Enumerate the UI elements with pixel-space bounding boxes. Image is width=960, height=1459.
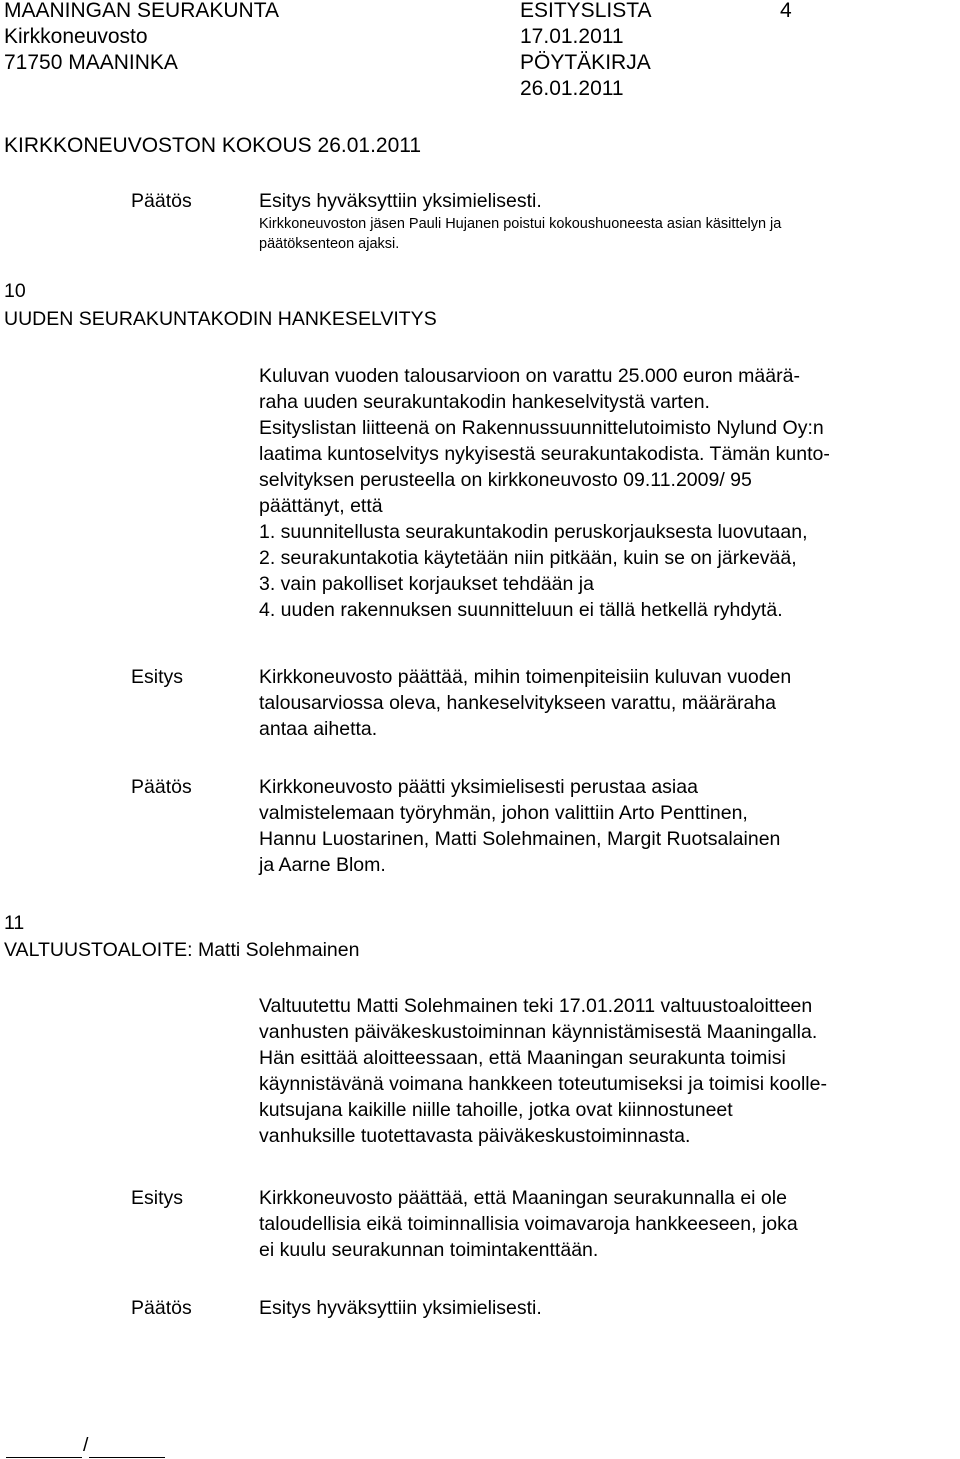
proposal-line: talousarviossa oleva, hankeselvitykseen varattu, määräraha	[259, 692, 777, 714]
header-body: Kirkkoneuvosto	[4, 25, 148, 48]
initials-blank-right	[89, 1437, 165, 1458]
body-line: 3. vain pakolliset korjaukset tehdään ja	[259, 573, 594, 595]
initials-blank-left	[6, 1437, 82, 1458]
note-line: Kirkkoneuvoston jäsen Pauli Hujanen poistui kokoushuoneesta asian käsittelyn ja	[259, 216, 782, 232]
item10-proposal	[259, 664, 959, 742]
item11-number: 11	[4, 912, 25, 934]
proposal-line: antaa aihetta.	[259, 718, 378, 740]
note-line: päätöksenteon ajaksi.	[259, 236, 400, 252]
body-line: selvityksen perusteella on kirkkoneuvosto 09.11.2009/ 95	[259, 469, 752, 491]
proposal-line: ei kuulu seurakunnan toimintakenttään.	[259, 1239, 599, 1261]
decision-line: Hannu Luostarinen, Matti Solehmainen, Margit Ruotsalainen	[259, 828, 781, 850]
body-line: vanhusten päiväkeskustoiminnan käynnistämisestä Maaningalla.	[259, 1021, 818, 1043]
body-line: Esityslistan liitteenä on Rakennussuunnittelutoimisto Nylund Oy:n	[259, 417, 824, 439]
item11-decision-text: Esitys hyväksyttiin yksimielisesti.	[259, 1297, 542, 1319]
decision-line: Kirkkoneuvosto päätti yksimielisesti perustaa asiaa	[259, 776, 698, 798]
body-line: Kuluvan vuoden talousarvioon on varattu 25.000 euron määrä-	[259, 365, 800, 387]
item11-proposal	[259, 1185, 959, 1263]
item10-number: 10	[4, 280, 26, 302]
prev-decision-text: Esitys hyväksyttiin yksimielisesti.	[259, 190, 542, 212]
item11-title: VALTUUSTOALOITE: Matti Solehmainen	[4, 939, 360, 961]
header-doc-type: ESITYSLISTA	[520, 0, 652, 22]
header-address: 71750 MAANINKA	[4, 51, 178, 74]
item10-proposal-label: Esitys	[131, 666, 184, 688]
header-org: MAANINGAN SEURAKUNTA	[4, 0, 279, 22]
meeting-title: KIRKKONEUVOSTON KOKOUS 26.01.2011	[4, 134, 422, 157]
body-line: raha uuden seurakuntakodin hankeselvitystä varten.	[259, 391, 710, 413]
body-line: Valtuutettu Matti Solehmainen teki 17.01.2011 valtuustoaloitteen	[259, 995, 813, 1017]
body-line: 4. uuden rakennuksen suunnitteluun ei tällä hetkellä ryhdytä.	[259, 599, 783, 621]
body-line: päättänyt, että	[259, 495, 383, 517]
body-line: laatima kuntoselvitys nykyisestä seurakuntakodista. Tämän kunto-	[259, 443, 830, 465]
body-line: vanhuksille tuotettavasta päiväkeskustoiminnasta.	[259, 1125, 691, 1147]
initials-separator: /	[83, 1434, 89, 1456]
proposal-line: taloudellisia eikä toiminnallisia voimavaroja hankkeeseen, joka	[259, 1213, 798, 1235]
header-minutes-label: PÖYTÄKIRJA	[520, 51, 651, 74]
body-line: Hän esittää aloitteessaan, että Maaningan seurakunta toimisi	[259, 1047, 786, 1069]
prev-decision-note	[259, 214, 959, 254]
header-minutes-date: 26.01.2011	[520, 77, 624, 100]
item11-body	[259, 993, 959, 1149]
item10-title: UUDEN SEURAKUNTAKODIN HANKESELVITYS	[4, 308, 437, 330]
body-line: käynnistävänä voimana hankkeen toteutumiseksi ja toimisi koolle-	[259, 1073, 827, 1095]
proposal-line: Kirkkoneuvosto päättää, että Maaningan seurakunnalla ei ole	[259, 1187, 787, 1209]
decision-line: ja Aarne Blom.	[259, 854, 386, 876]
item10-decision	[259, 774, 959, 878]
item11-decision-label: Päätös	[131, 1297, 192, 1319]
item10-body	[259, 363, 959, 623]
prev-decision-label: Päätös	[131, 190, 192, 212]
item11-proposal-label: Esitys	[131, 1187, 184, 1209]
proposal-line: Kirkkoneuvosto päättää, mihin toimenpiteisiin kuluvan vuoden	[259, 666, 792, 688]
header-agenda-date: 17.01.2011	[520, 25, 624, 48]
body-line: 1. suunnitellusta seurakuntakodin peruskorjauksesta luovutaan,	[259, 521, 808, 543]
item10-decision-label: Päätös	[131, 776, 192, 798]
body-line: 2. seurakuntakotia käytetään niin pitkään, kuin se on järkevää,	[259, 547, 797, 569]
page-number: 4	[780, 0, 792, 22]
initials-line	[6, 1432, 165, 1458]
decision-line: valmistelemaan työryhmän, johon valittiin Arto Penttinen,	[259, 802, 748, 824]
body-line: kutsujana kaikille niille tahoille, jotka ovat kiinnostuneet	[259, 1099, 733, 1121]
